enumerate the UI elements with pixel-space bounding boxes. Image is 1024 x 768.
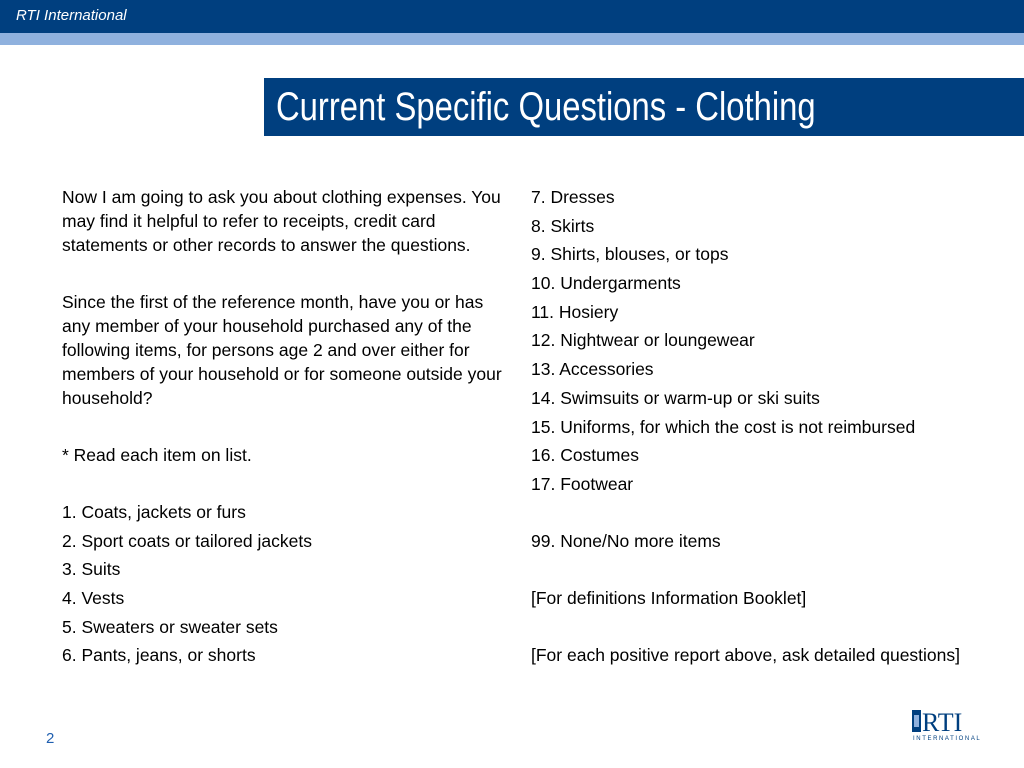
right-column: [531, 185, 971, 700]
left-column: [62, 185, 502, 672]
logo-sub-text: INTERNATIONAL: [913, 736, 982, 742]
list-item: 4. Vests: [62, 588, 125, 609]
list-item: 6. Pants, jeans, or shorts: [62, 645, 256, 666]
logo-accent-icon: [914, 715, 919, 727]
list-item: 15. Uniforms, for which the cost is not reimbursed: [531, 416, 916, 437]
list-item: 13. Accessories: [531, 359, 654, 380]
list-item: 2. Sport coats or tailored jackets: [62, 530, 312, 551]
page-number: 2: [46, 730, 55, 747]
right-item-list: [531, 185, 971, 496]
header-stripe-divider: [0, 45, 1024, 48]
none-option: 99. None/No more items: [531, 530, 721, 551]
slide-title-box: [264, 78, 1024, 136]
left-item-list: [62, 500, 502, 667]
list-item: 11. Hosiery: [531, 301, 619, 322]
list-item: 8. Skirts: [531, 215, 595, 236]
list-item: 14. Swimsuits or warm-up or ski suits: [531, 387, 820, 408]
list-item: 3. Suits: [62, 559, 121, 580]
list-item: 10. Undergarments: [531, 273, 681, 294]
slide-title: Current Specific Questions - Clothing: [276, 85, 816, 129]
rti-logo: [910, 706, 990, 742]
list-item: 5. Sweaters or sweater sets: [62, 616, 278, 637]
list-item: 17. Footwear: [531, 473, 634, 494]
list-item: 12. Nightwear or loungewear: [531, 330, 755, 351]
list-item: 7. Dresses: [531, 187, 615, 207]
intro-paragraph: Now I am going to ask you about clothing expenses. You may find it helpful to refer to receipts, credit card statements or other records to answer the questions.: [62, 187, 501, 255]
definitions-note: [For definitions Information Booklet]: [531, 587, 807, 608]
list-item: 9. Shirts, blouses, or tops: [531, 244, 729, 265]
list-item: 16. Costumes: [531, 445, 639, 466]
instruction-paragraph: * Read each item on list.: [62, 445, 252, 465]
question-paragraph: Since the first of the reference month, have you or has any member of your household purchased any of the following items, for persons age 2 and over either for members of your household or for someone outside your household?: [62, 292, 502, 408]
logo-main-text: RTI: [922, 708, 963, 737]
header-org-label: RTI International: [16, 7, 127, 24]
header-bar: [0, 0, 1024, 33]
header-stripe: [0, 33, 1024, 45]
list-item: 1. Coats, jackets or furs: [62, 502, 246, 522]
followup-note: [For each positive report above, ask detailed questions]: [531, 644, 960, 665]
